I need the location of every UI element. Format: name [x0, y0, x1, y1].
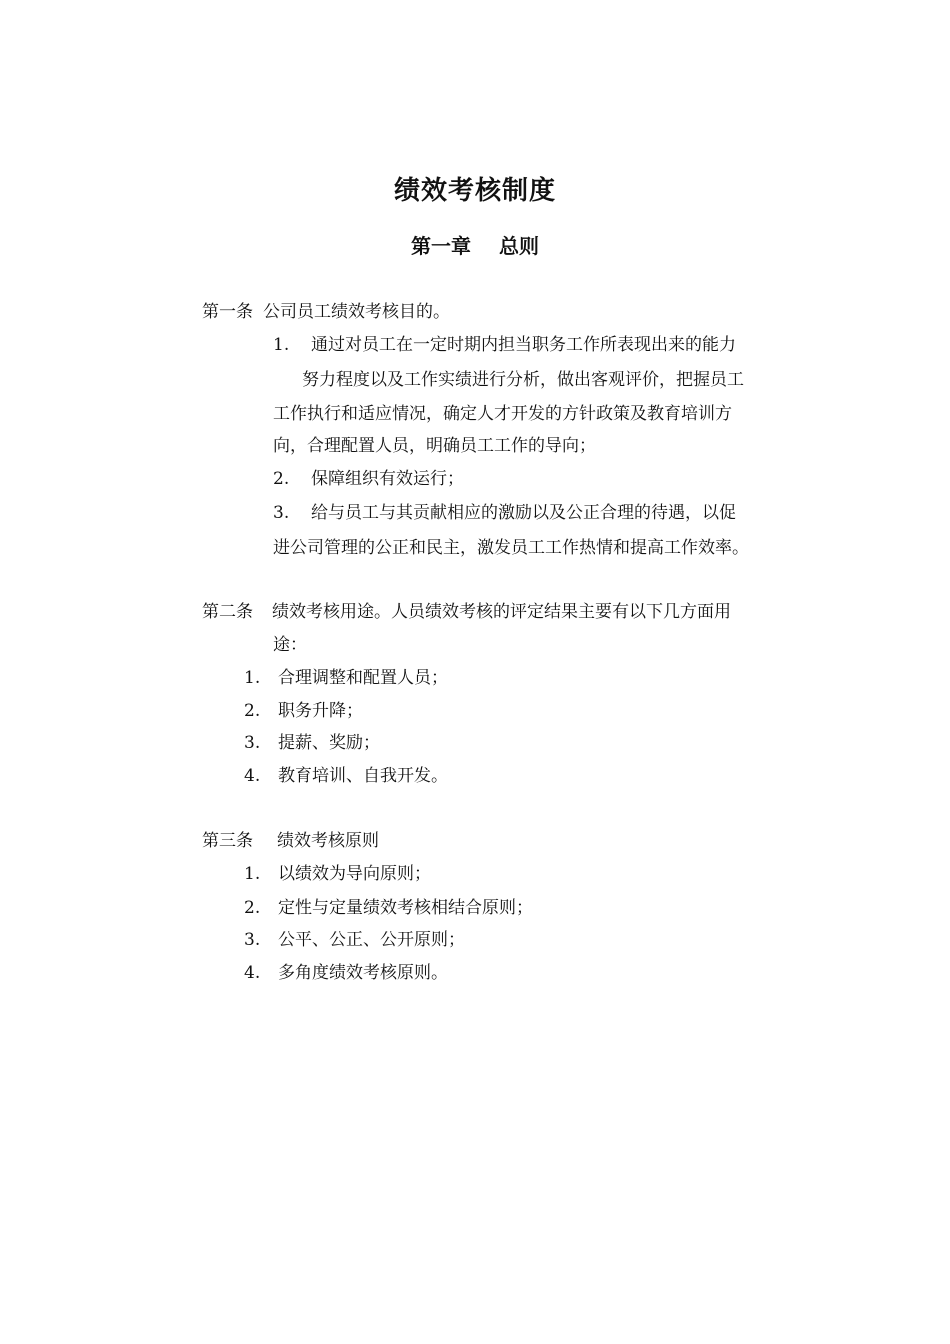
list-number: 1. [244, 864, 261, 884]
article1-heading: 第一条 [202, 302, 253, 322]
list-item-text: 职务升降； [278, 701, 363, 721]
article2-text: 绩效考核用途。人员绩效考核的评定结果主要有以下几方面用 [272, 602, 731, 622]
article2-heading: 第二条 [202, 602, 253, 622]
article1-item-1-line-3: 工作执行和适应情况，确定人才开发的方针政策及教育培训方 [273, 404, 732, 424]
list-number: 4. [244, 766, 261, 786]
list-number: 3. [244, 930, 261, 950]
chapter-label: 第一章 [411, 234, 471, 258]
list-item-text: 教育培训、自我开发。 [278, 766, 448, 786]
list-item-text: 合理调整和配置人员； [278, 668, 448, 688]
article1-text: 公司员工绩效考核目的。 [263, 302, 450, 322]
list-number: 3. [273, 503, 290, 523]
chapter-heading [0, 230, 950, 259]
article1-item-2 [273, 467, 464, 491]
list-number: 2. [244, 898, 261, 918]
list-item-text: 给与员工与其贡献相应的激励以及公正合理的待遇，以促 [311, 503, 736, 523]
article2-item-3 [244, 731, 380, 755]
article1-item-3 [273, 501, 736, 525]
article3-item-1 [244, 862, 431, 886]
article2-text-line-2: 途： [273, 635, 307, 655]
list-item-text: 通过对员工在一定时期内担当职务工作所表现出来的能力 [311, 335, 736, 355]
chapter-name: 总则 [499, 234, 539, 258]
list-item-text: 保障组织有效运行； [311, 469, 464, 489]
list-number: 4. [244, 963, 261, 983]
list-number: 3. [244, 733, 261, 753]
list-number: 2. [273, 469, 290, 489]
list-number: 2. [244, 701, 261, 721]
list-number: 1. [244, 668, 261, 688]
article2-item-1 [244, 666, 448, 690]
article2-item-4 [244, 764, 448, 788]
article1-line [202, 300, 450, 324]
article1-item-1-line-2: 努力程度以及工作实绩进行分析，做出客观评价，把握员工 [302, 370, 744, 390]
article3-text: 绩效考核原则 [277, 831, 379, 851]
article3-item-3 [244, 928, 465, 952]
article2-item-2 [244, 699, 363, 723]
article3-line [202, 829, 379, 853]
list-item-text: 定性与定量绩效考核相结合原则； [278, 898, 533, 918]
article1-item-3-line-2: 进公司管理的公正和民主，激发员工工作热情和提高工作效率。 [273, 538, 749, 558]
article2-line [202, 600, 731, 624]
article3-item-2 [244, 896, 533, 920]
article1-item-1 [273, 333, 736, 357]
list-item-text: 以绩效为导向原则； [278, 864, 431, 884]
article1-item-1-line-4: 向，合理配置人员，明确员工工作的导向； [273, 436, 596, 456]
article3-heading: 第三条 [202, 831, 253, 851]
list-number: 1. [273, 335, 290, 355]
list-item-text: 公平、公正、公开原则； [278, 930, 465, 950]
list-item-text: 提薪、奖励； [278, 733, 380, 753]
article3-item-4 [244, 961, 448, 985]
list-item-text: 多角度绩效考核原则。 [278, 963, 448, 983]
document-title: 绩效考核制度 [393, 176, 556, 206]
